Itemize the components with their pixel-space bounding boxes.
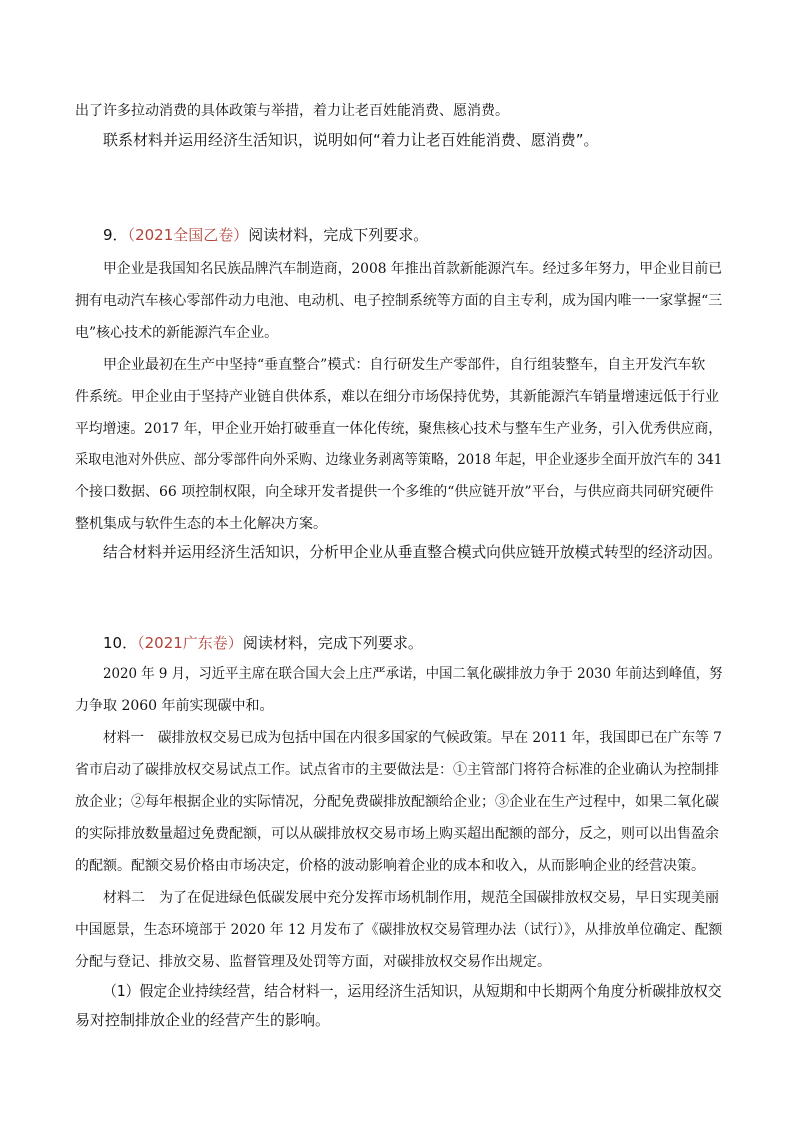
q10-material1-line: 放企业；②每年根据企业的实际情况，分配免费碳排放配额给企业；③企业在生产过程中，如果二氧化碳 xyxy=(75,794,719,810)
q10-heading xyxy=(103,636,423,651)
q10-source-close: ） xyxy=(227,634,243,652)
q10-subquestion-1: （1）假定企业持续经营，结合材料一，运用经济生活知识，从短期和中长期两个角度分析碳排放权交 xyxy=(103,982,722,1000)
q9-heading xyxy=(103,228,428,243)
q9-instruction: 阅读材料，完成下列要求。 xyxy=(248,226,429,244)
q9-material-line: 个接口数据、66 项控制权限，向全球开发者提供一个多维的“供应链开放”平台，与供应商共同研究硬件 xyxy=(75,484,714,500)
q10-material1-line: 省市启动了碳排放权交易试点工作。试点省市的主要做法是：①主管部门将符合标准的企业确认为控制排 xyxy=(75,762,719,778)
q9-task: 结合材料并运用经济生活知识，分析甲企业从垂直整合模式向供应链开放模式转型的经济动因。 xyxy=(103,543,722,561)
q10-material1-line: 的配额。配额交易价格由市场决定，价格的波动影响着企业的成本和收入，从而影响企业的经营决策。 xyxy=(75,858,705,874)
q9-material-line: 平均增速。2017 年，甲企业开始打破垂直一体化传统，聚焦核心技术与整车生产业务，引入优秀供应商， xyxy=(75,421,723,437)
q10-source-open: （ xyxy=(137,634,145,652)
q8-material-line: 出了许多拉动消费的具体政策与举措，着力让老百姓能消费、愿消费。 xyxy=(75,103,509,119)
q10-subquestion-1-cont: 易对控制排放企业的经营产生的影响。 xyxy=(75,1011,331,1029)
q10-material2-line: 中国愿景，生态环境部于 2020 年 12 月发布了《碳排放权交易管理办法（试行）》，从排放单位确定、配额 xyxy=(75,922,723,938)
q9-material-line: 电”核心技术的新能源汽车企业。 xyxy=(75,325,279,341)
q10-number: 10． xyxy=(103,634,138,652)
q10-material2-line: 分配与登记、排放交易、监督管理及处罚等方面，对碳排放权交易作出规定。 xyxy=(75,954,551,970)
q9-source: 2021全国乙卷 xyxy=(135,226,234,244)
q10-material2-line: 材料二 为了在促进绿色低碳发展中充分发挥市场机制作用，规范全国碳排放权交易，早日实现美丽 xyxy=(103,890,719,906)
q10-intro-line: 力争取 2060 年前实现碳中和。 xyxy=(75,698,274,714)
q9-material-line: 件系统。甲企业由于坚持产业链自供体系，难以在细分市场保持优势，其新能源汽车销量增速远低于行业 xyxy=(75,389,719,405)
q9-material-line: 采取电池对外供应、部分零部件向外采购、边缘业务剥离等策略，2018 年起，甲企业逐步全面开放汽车的 341 xyxy=(75,452,723,468)
q9-material-line: 甲企业最初在生产中坚持“垂直整合”模式：自行研发生产零部件，自行组装整车，自主开发汽车软 xyxy=(103,357,706,373)
q10-source: 2021广东卷 xyxy=(144,634,228,652)
q9-number: 9． xyxy=(103,226,128,244)
q9-material-line: 甲企业是我国知名民族品牌汽车制造商，2008 年推出首款新能源汽车。经过多年努力，甲企业目前已 xyxy=(103,261,723,277)
q10-intro-line: 2020 年 9 月，习近平主席在联合国大会上庄严承诺，中国二氧化碳排放力争于 2030 年前达到峰值，努 xyxy=(103,666,723,682)
q9-material-line: 整机集成与软件生态的本土化解决方案。 xyxy=(75,516,327,532)
q10-material1-line: 材料一 碳排放权交易已成为包括中国在内很多国家的气候政策。早在 2011 年，我国即已在广东等 7 xyxy=(103,730,722,746)
q9-material-line: 拥有电动汽车核心零部件动力电池、电动机、电子控制系统等方面的自主专利，成为国内唯一一家掌握“三 xyxy=(75,293,723,309)
q10-instruction: 阅读材料，完成下列要求。 xyxy=(242,634,423,652)
q10-material1-line: 的实际排放数量超过免费配额，可以从碳排放权交易市场上购买超出配额的部分，反之，则可以出售盈余 xyxy=(75,826,719,842)
q8-task: 联系材料并运用经济生活知识，说明如何“着力让老百姓能消费、愿消费”。 xyxy=(103,131,599,149)
q9-source-close: ） xyxy=(233,226,249,244)
q9-source-open: （ xyxy=(127,226,136,244)
